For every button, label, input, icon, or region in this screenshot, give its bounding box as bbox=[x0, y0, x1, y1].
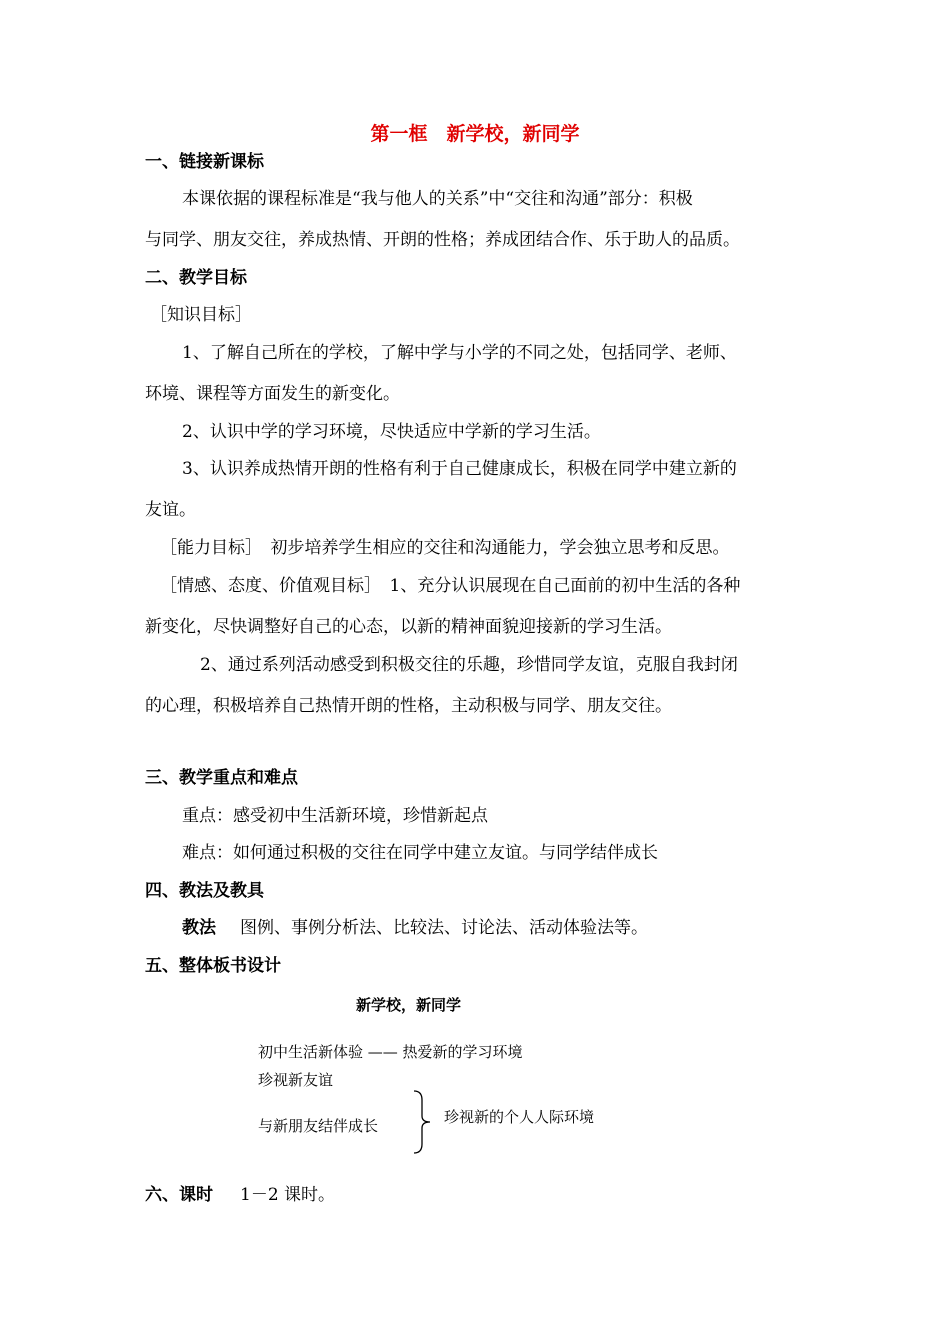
board-title: 新学校，新同学 bbox=[356, 996, 462, 1014]
method-text: 图例、事例分析法、比较法、讨论法、活动体验法等。 bbox=[240, 918, 648, 938]
s1-paragraph-line-1: 本课依据的课程标准是“我与他人的关系”中“交往和沟通”部分：积极 bbox=[182, 189, 693, 209]
knowledge-goal-2: 2、认识中学的学习环境，尽快适应中学新的学习生活。 bbox=[182, 422, 601, 442]
emotion-goal-line-2: 新变化，尽快调整好自己的心态，以新的精神面貌迎接新的学习生活。 bbox=[145, 617, 672, 637]
knowledge-goal-3-line-1: 3、认识养成热情开朗的性格有利于自己健康成长，积极在同学中建立新的 bbox=[182, 459, 737, 479]
knowledge-goal-label: ［知识目标］ bbox=[150, 305, 252, 325]
section-1-heading: 一、链接新课标 bbox=[145, 152, 264, 172]
board-line-1: 初中生活新体验 —— 热爱新的学习环境 bbox=[258, 1043, 523, 1061]
board-line-3: 与新朋友结伴成长 bbox=[258, 1117, 379, 1135]
board-line-2: 珍视新友谊 bbox=[258, 1071, 334, 1089]
board-right-text: 珍视新的个人人际环境 bbox=[444, 1108, 595, 1126]
knowledge-goal-1-line-1: 1、了解自己所在的学校，了解中学与小学的不同之处，包括同学、老师、 bbox=[182, 343, 737, 363]
key-point: 重点：感受初中生活新环境，珍惜新起点 bbox=[182, 806, 488, 826]
emotion-goal-line-1: ［情感、态度、价值观目标］ 1、充分认识展现在自己面前的初中生活的各种 bbox=[160, 576, 741, 596]
page-title: 第一框 新学校，新同学 bbox=[370, 123, 580, 145]
section-3-heading: 三、教学重点和难点 bbox=[145, 768, 298, 788]
ability-goal: ［能力目标］ 初步培养学生相应的交往和沟通能力，学会独立思考和反思。 bbox=[160, 538, 730, 558]
class-hours-text: 1－2 课时。 bbox=[240, 1185, 336, 1205]
section-6-heading: 六、课时 bbox=[145, 1185, 213, 1205]
emotion-goal-2-line-2: 的心理，积极培养自己热情开朗的性格，主动积极与同学、朋友交往。 bbox=[145, 696, 672, 716]
knowledge-goal-3-line-2: 友谊。 bbox=[145, 500, 196, 520]
brace-icon bbox=[412, 1090, 434, 1154]
section-2-heading: 二、教学目标 bbox=[145, 268, 247, 288]
section-5-heading: 五、整体板书设计 bbox=[145, 956, 281, 976]
section-4-heading: 四、教法及教具 bbox=[145, 881, 264, 901]
emotion-goal-2-line-1: 2、通过系列活动感受到积极交往的乐趣，珍惜同学友谊，克服自我封闭 bbox=[200, 655, 738, 675]
method-label: 教法 bbox=[182, 918, 216, 938]
s1-paragraph-line-2: 与同学、朋友交往，养成热情、开朗的性格；养成团结合作、乐于助人的品质。 bbox=[145, 230, 740, 250]
knowledge-goal-1-line-2: 环境、课程等方面发生的新变化。 bbox=[145, 384, 400, 404]
difficult-point: 难点：如何通过积极的交往在同学中建立友谊。与同学结伴成长 bbox=[182, 843, 658, 863]
